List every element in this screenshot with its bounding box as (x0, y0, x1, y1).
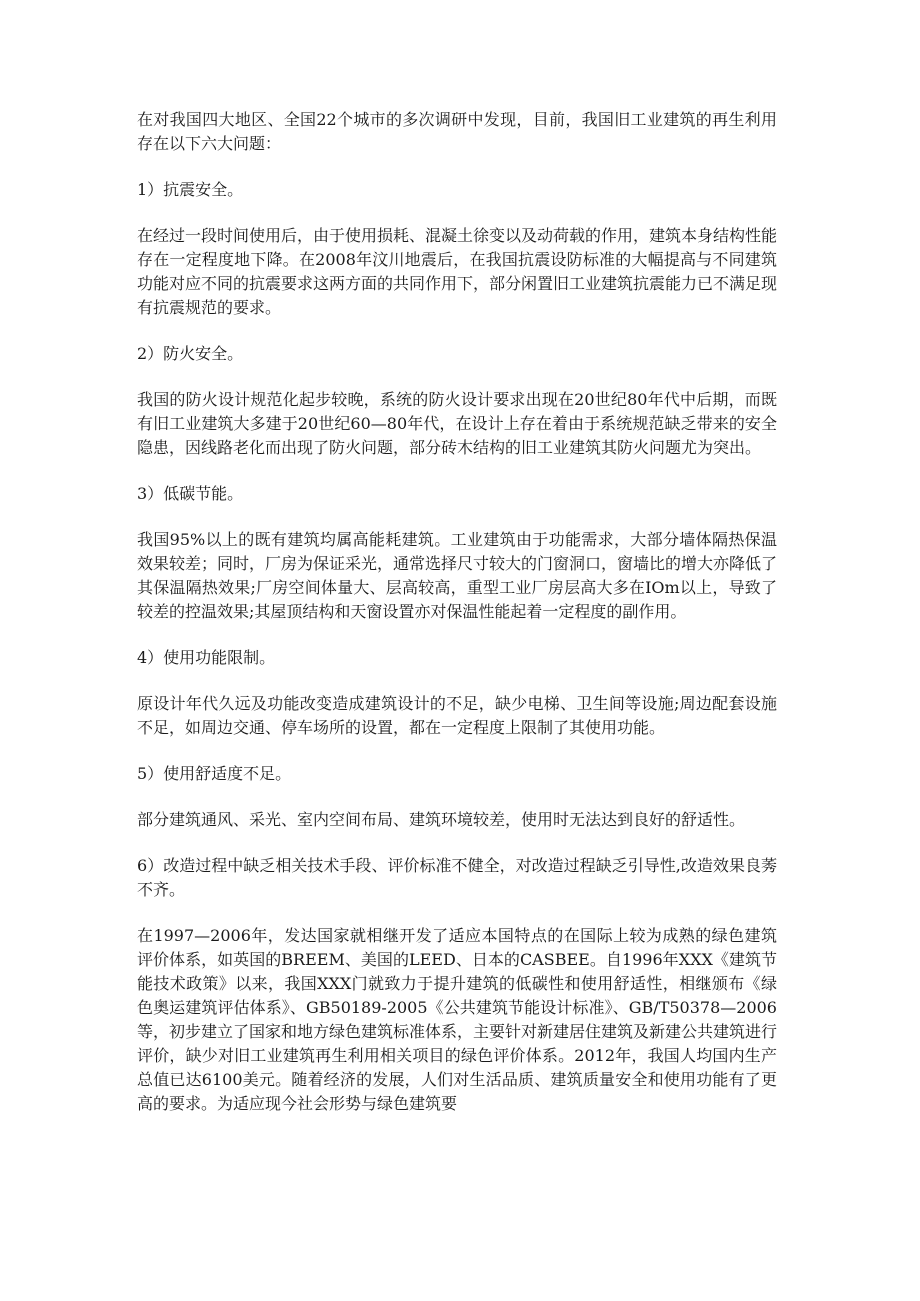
document-page (137, 108, 777, 1138)
section-heading-comfort: 5）使用舒适度不足。 (137, 764, 292, 783)
closing-paragraph: 在1997—2006年，发达国家就相继开发了适应本国特点的在国际上较为成熟的绿色建筑评价体系，如英国的BREEM、美国的LEED、日本的CASBEE。自1996年XXX《建筑节能技术政策》以来，我国XXX门就致力于提升建筑的低碳性和使用舒适性，相继颁布《绿色奥运建筑评估体系》、GB50189-2005《公共建筑节能设计标准》、GB/T50378—2006等，初步建立了国家和地方绿色建筑标准体系，主要针对新建居住建筑及新建公共建筑进行评价，缺少对旧工业建筑再生利用相关项目的绿色评价体系。2012年，我国人均国内生产总值已达6100美元。随着经济的发展，人们对生活品质、建筑质量安全和使用功能有了更高的要求。为适应现今社会形势与绿色建筑要 (137, 926, 778, 1113)
section-body-seismic: 在经过一段时间使用后，由于使用损耗、混凝土徐变以及动荷载的作用，建筑本身结构性能存在一定程度地下降。在2008年汶川地震后，在我国抗震设防标准的大幅提高与不同建筑功能对应不同的抗震要求这两方面的共同作用下，部分闲置旧工业建筑抗震能力已不满足现有抗震规范的要求。 (137, 226, 778, 317)
intro-paragraph: 在对我国四大地区、全国22个城市的多次调研中发现，目前，我国旧工业建筑的再生利用存在以下六大问题： (137, 110, 777, 153)
section-heading-energy: 3）低碳节能。 (137, 484, 244, 503)
section-body-comfort: 部分建筑通风、采光、室内空间布局、建筑环境较差，使用时无法达到良好的舒适性。 (137, 810, 746, 829)
section-heading-seismic: 1）抗震安全。 (137, 180, 244, 199)
section-item-renovation: 6）改造过程中缺乏相关技术手段、评价标准不健全，对改造过程缺乏引导性,改造效果良莠不齐。 (137, 856, 777, 899)
section-body-fire: 我国的防火设计规范化起步较晚，系统的防火设计要求出现在20世纪80年代中后期，而既有旧工业建筑大多建于20世纪60—80年代，在设计上存在着由于系统规范缺乏带来的安全隐患，因线路老化而出现了防火问题，部分砖木结构的旧工业建筑其防火问题尤为突出。 (137, 390, 777, 457)
section-heading-function: 4）使用功能限制。 (137, 648, 276, 667)
section-body-function: 原设计年代久远及功能改变造成建筑设计的不足，缺少电梯、卫生间等设施;周边配套设施不足，如周边交通、停车场所的设置，都在一定程度上限制了其使用功能。 (137, 694, 777, 737)
section-heading-fire: 2）防火安全。 (137, 344, 244, 363)
section-body-energy: 我国95%以上的既有建筑均属高能耗建筑。工业建筑由于功能需求，大部分墙体隔热保温效果较差；同时，厂房为保证采光，通常选择尺寸较大的门窗洞口，窗墙比的增大亦降低了其保温隔热效果;厂房空间体量大、层高较高，重型工业厂房层高大多在IOm以上，导致了较差的控温效果;其屋顶结构和天窗设置亦对保温性能起着一定程度的副作用。 (137, 530, 778, 621)
